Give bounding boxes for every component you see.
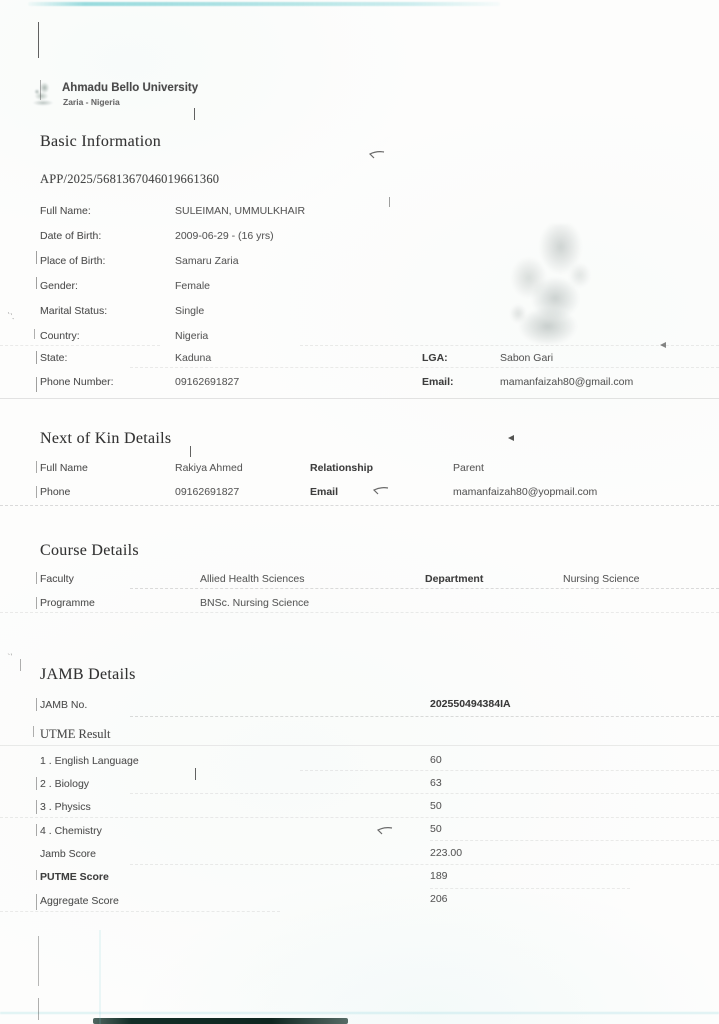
field-label: Faculty xyxy=(40,573,74,585)
field-value-nok-phone: 09162691827 xyxy=(175,486,240,498)
section-title-basic-information: Basic Information xyxy=(40,133,162,150)
divider xyxy=(300,345,719,346)
field-label: State: xyxy=(40,352,68,364)
scan-dark-bar xyxy=(93,1018,348,1024)
scan-tick xyxy=(36,461,37,473)
university-logo-icon xyxy=(28,80,58,106)
score-label: PUTME Score xyxy=(40,871,109,883)
score-label: Aggregate Score xyxy=(40,895,119,907)
field-value-lga: Sabon Gari xyxy=(500,352,554,364)
field-label: Email: xyxy=(422,376,454,388)
field-value-place-of-birth: Samaru Zaria xyxy=(175,255,239,267)
field-label: Relationship xyxy=(310,462,374,474)
scan-tick xyxy=(36,870,37,880)
field-value-date-of-birth: 2009-06-29 - (16 yrs) xyxy=(175,230,274,242)
field-value-programme: BNSc. Nursing Science xyxy=(200,597,310,609)
application-number: APP/2025/5681367046019661360 xyxy=(40,172,220,186)
field-label: Gender: xyxy=(40,280,78,292)
scan-tick xyxy=(40,80,41,100)
divider xyxy=(0,398,719,399)
field-value-department: Nursing Science xyxy=(563,573,640,585)
field-label: LGA: xyxy=(422,352,448,364)
university-name: Ahmadu Bello University xyxy=(62,82,199,94)
pen-mark-icon xyxy=(660,342,666,348)
divider xyxy=(130,864,719,865)
divider xyxy=(0,745,719,746)
field-label: Country: xyxy=(40,330,80,342)
score-value-biology: 63 xyxy=(430,777,442,789)
scan-tick xyxy=(389,197,390,207)
pen-mark-icon xyxy=(368,150,386,160)
field-value-country: Nigeria xyxy=(175,330,209,342)
scan-tick xyxy=(38,998,39,1020)
photo-stamp-artifact xyxy=(497,224,603,352)
score-label: 4 . Chemistry xyxy=(40,825,102,837)
university-location: Zaria - Nigeria xyxy=(63,97,120,107)
section-title-course-details: Course Details xyxy=(40,542,139,559)
scan-tick xyxy=(190,446,191,457)
divider xyxy=(300,770,719,771)
pen-mark-icon xyxy=(376,826,394,836)
divider xyxy=(130,588,719,589)
scan-tick xyxy=(36,486,37,498)
field-value-gender: Female xyxy=(175,280,211,292)
scan-speck: ``· xyxy=(4,310,17,324)
field-value-nok-name: Rakiya Ahmed xyxy=(175,462,243,474)
score-value-putme-score: 189 xyxy=(430,870,448,882)
field-label: Email xyxy=(310,486,339,498)
divider xyxy=(130,793,719,794)
score-value-chemistry: 50 xyxy=(430,823,442,835)
score-value-jamb-score: 223.00 xyxy=(430,847,463,859)
field-value-jamb-no: 202550494384IA xyxy=(430,698,511,710)
field-label: Marital Status: xyxy=(40,305,108,317)
field-value-marital-status: Single xyxy=(175,305,205,317)
scan-tick xyxy=(36,824,37,836)
utme-result-title: UTME Result xyxy=(40,727,111,741)
scan-tick xyxy=(36,572,37,584)
field-value-full-name: SULEIMAN, UMMULKHAIR xyxy=(175,205,306,217)
scan-cyan-line-bottom xyxy=(0,1012,719,1014)
scan-tick xyxy=(36,777,37,790)
scan-tick xyxy=(36,351,37,364)
score-label: Jamb Score xyxy=(40,848,97,860)
field-label: Department xyxy=(425,573,484,585)
score-label: 1 . English Language xyxy=(40,755,139,767)
score-value-physics: 50 xyxy=(430,800,442,812)
field-label: Place of Birth: xyxy=(40,255,106,267)
divider xyxy=(0,612,719,613)
field-value-faculty: Allied Health Sciences xyxy=(200,573,305,585)
divider xyxy=(130,716,719,717)
field-value-phone-number: 09162691827 xyxy=(175,376,240,388)
scan-cyan-streak xyxy=(28,2,500,6)
score-label: 3 . Physics xyxy=(40,801,91,813)
scan-fold-line xyxy=(99,930,101,1024)
field-value-state: Kaduna xyxy=(175,352,212,364)
scan-speck: `' xyxy=(7,651,14,663)
score-value-english: 60 xyxy=(430,754,442,766)
field-label: Programme xyxy=(40,597,95,609)
field-value-nok-email: mamanfaizah80@yopmail.com xyxy=(453,486,598,498)
scan-tick xyxy=(36,698,37,711)
section-title-next-of-kin: Next of Kin Details xyxy=(40,430,172,447)
scan-tick xyxy=(38,22,39,58)
scan-tick xyxy=(20,659,21,671)
scan-tick xyxy=(195,768,196,780)
pen-mark-icon xyxy=(508,435,514,441)
section-title-jamb-details: JAMB Details xyxy=(40,666,136,683)
divider xyxy=(0,505,719,506)
divider xyxy=(0,911,280,912)
score-label: 2 . Biology xyxy=(40,778,90,790)
divider xyxy=(0,345,160,346)
scan-tick xyxy=(36,597,37,609)
scan-tick xyxy=(33,726,34,737)
scan-tick xyxy=(36,251,37,264)
field-label: Date of Birth: xyxy=(40,230,102,242)
scan-tick xyxy=(36,277,37,289)
divider xyxy=(430,888,630,889)
scan-tick xyxy=(36,800,37,814)
scan-tick xyxy=(36,894,37,910)
scan-tick xyxy=(34,329,35,339)
divider xyxy=(430,840,719,841)
scan-tick xyxy=(194,108,195,120)
field-label: Phone xyxy=(40,486,71,498)
pen-mark-icon xyxy=(372,486,390,496)
field-value-nok-relationship: Parent xyxy=(453,462,484,474)
field-value-email: mamanfaizah80@gmail.com xyxy=(500,376,634,388)
divider xyxy=(130,367,719,368)
field-label: Full Name xyxy=(40,462,88,474)
scan-tick xyxy=(36,377,37,392)
field-label: JAMB No. xyxy=(40,699,88,711)
score-value-aggregate-score: 206 xyxy=(430,893,448,905)
divider xyxy=(0,817,719,818)
field-label: Full Name: xyxy=(40,205,91,217)
scan-tick xyxy=(38,936,39,986)
field-label: Phone Number: xyxy=(40,376,114,388)
